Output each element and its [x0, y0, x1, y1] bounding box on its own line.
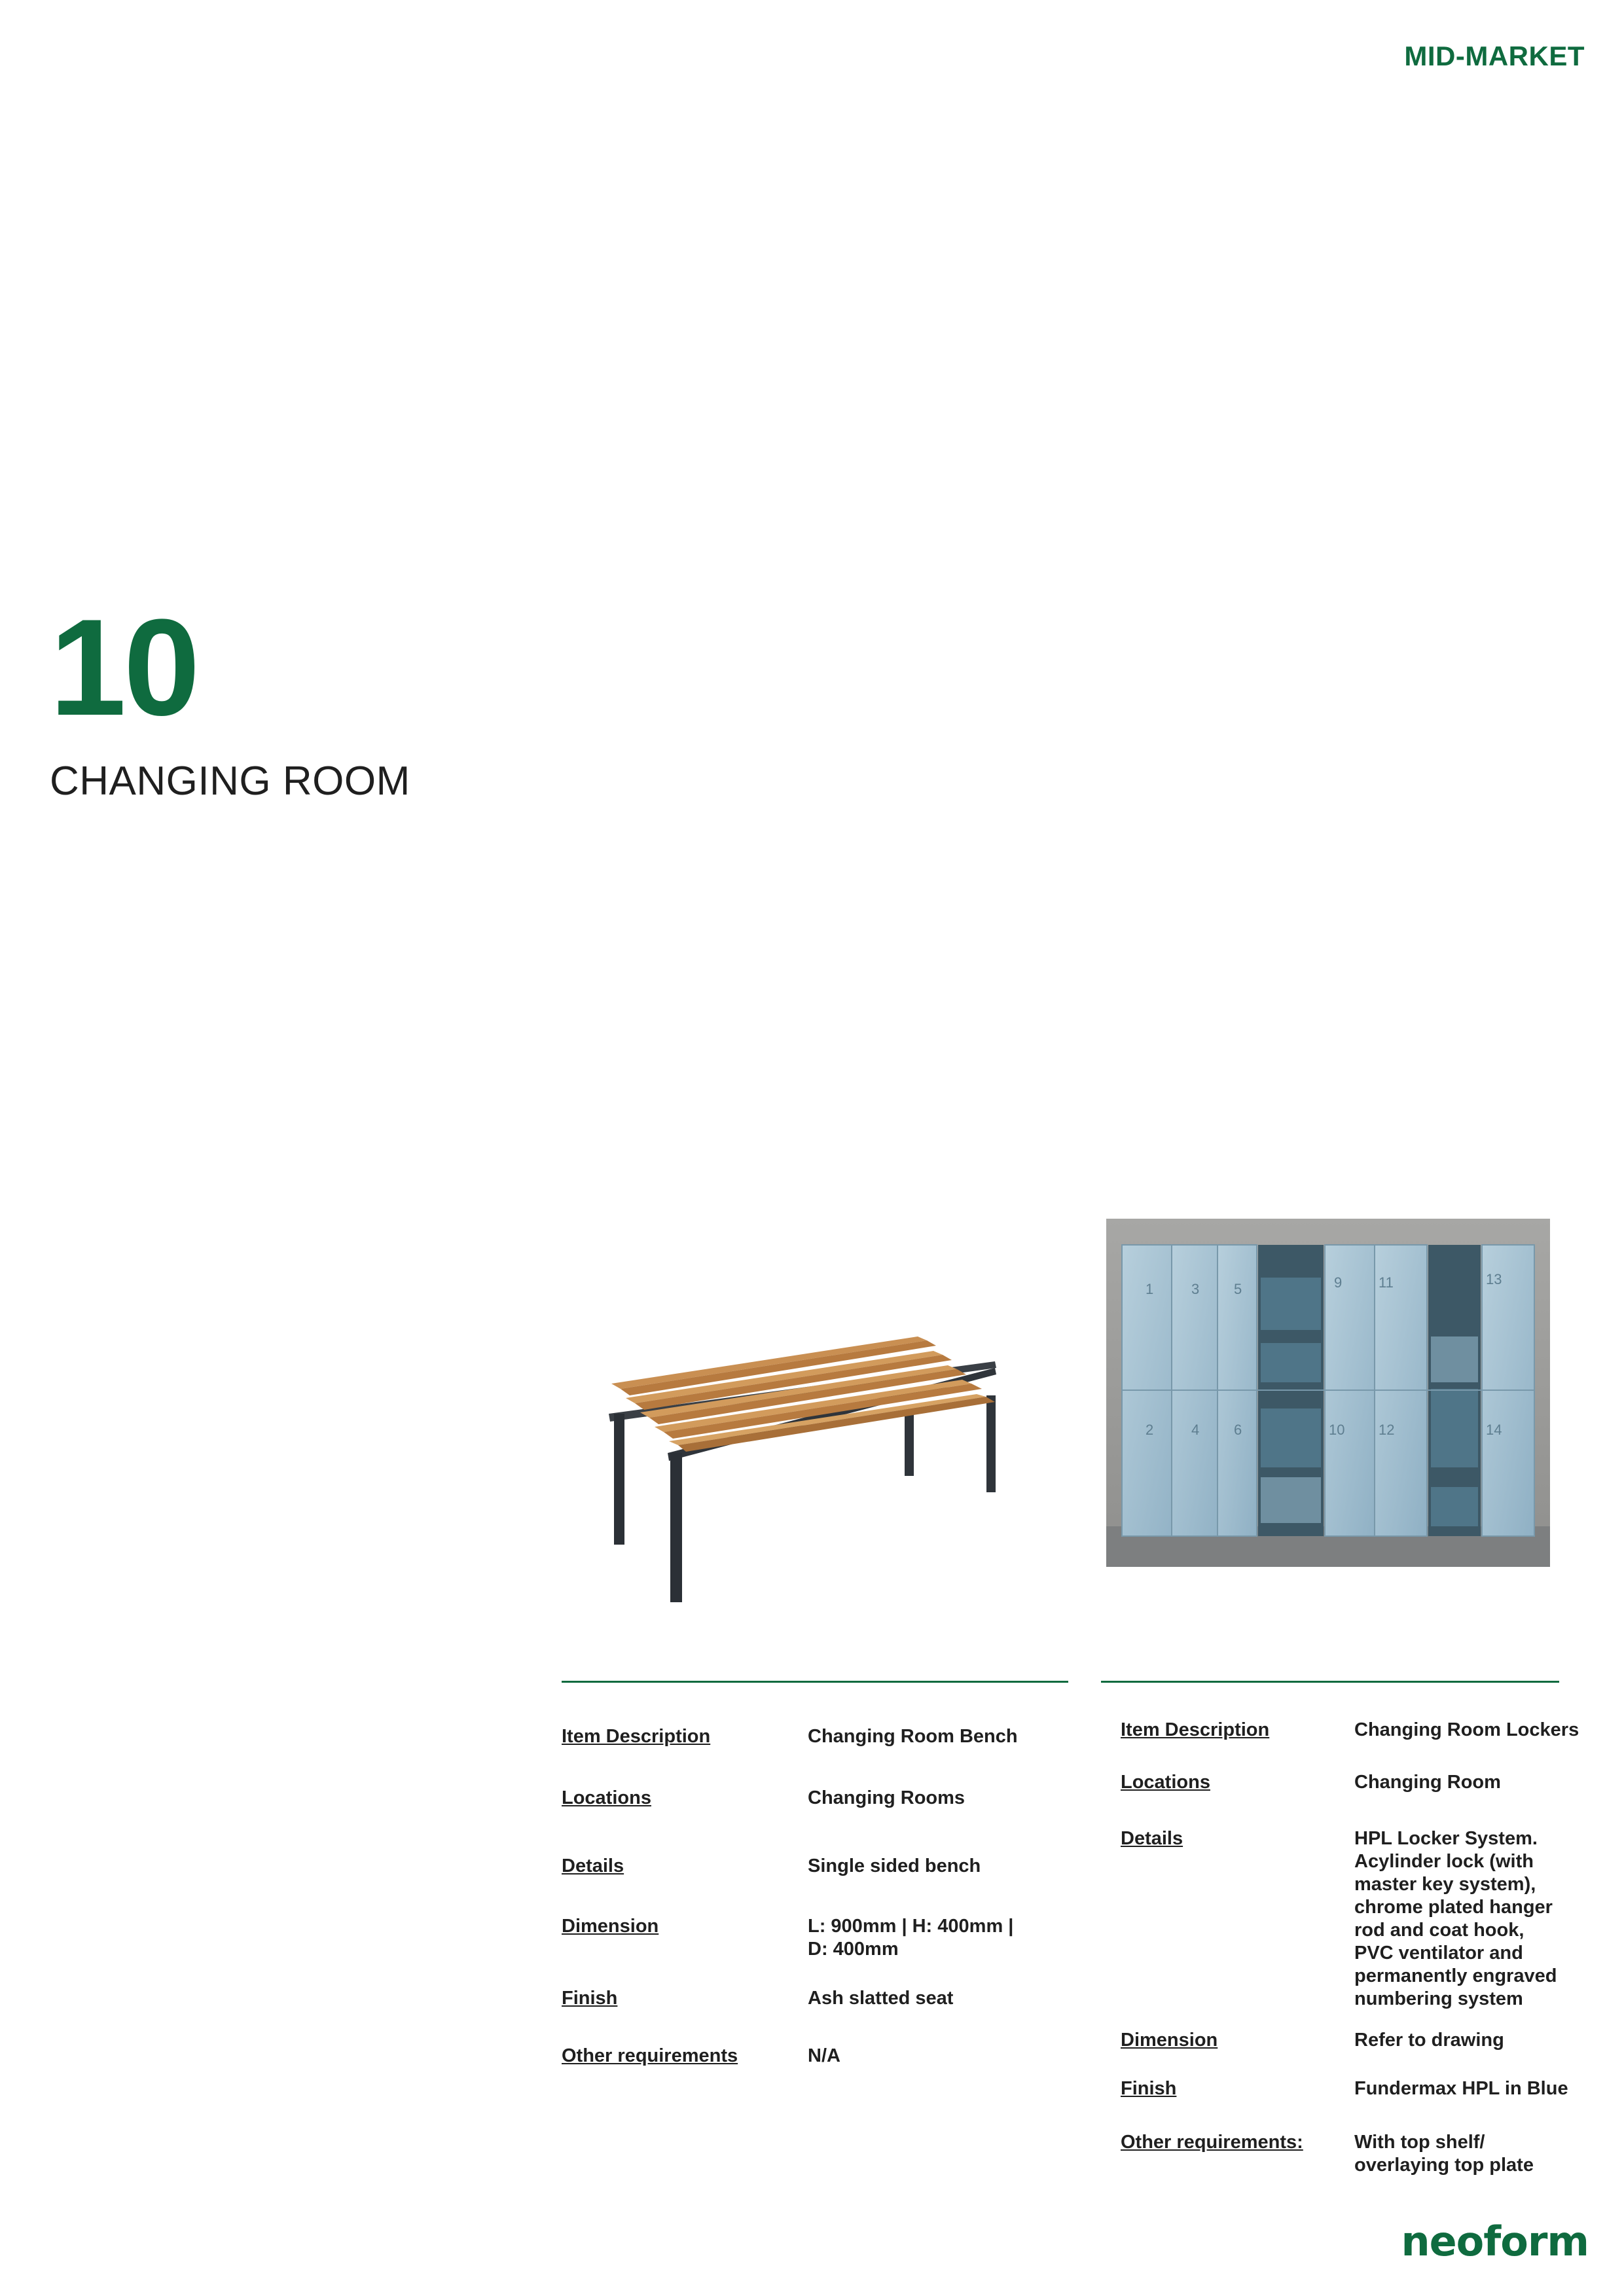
- lockers-label-item-description: Item Description: [1121, 1719, 1270, 1740]
- bench-label-details: Details: [562, 1856, 624, 1876]
- lockers-label-dimension: Dimension: [1121, 2030, 1218, 2051]
- bench-value-dimension: L: 900mm | H: 400mm | D: 400mm: [808, 1916, 1014, 1960]
- section-title: CHANGING ROOM: [50, 759, 410, 804]
- lockers-divider: [1101, 1681, 1559, 1683]
- bench-label-locations: Locations: [562, 1787, 651, 1808]
- bench-label-item-description: Item Description: [562, 1726, 711, 1747]
- market-tier-tag: MID-MARKET: [1404, 41, 1585, 71]
- lockers-value-details: HPL Locker System. Acylinder lock (with master key system), chrome plated hanger rod and coat hook, PVC ventilator and permanently engraved numbering system: [1354, 1828, 1557, 2009]
- lockers-value-other-requirements: With top shelf/ overlaying top plate: [1354, 2132, 1534, 2176]
- svg-text:14: 14: [1486, 1422, 1502, 1438]
- bench-label-dimension: Dimension: [562, 1916, 659, 1937]
- svg-text:2: 2: [1146, 1422, 1154, 1438]
- svg-text:1: 1: [1146, 1281, 1154, 1297]
- bench-divider: [562, 1681, 1068, 1683]
- lockers-value-locations: Changing Room: [1354, 1772, 1501, 1793]
- lockers-illustration: [1106, 1219, 1550, 1567]
- lockers-photo: [1106, 1219, 1550, 1567]
- svg-text:12: 12: [1379, 1422, 1395, 1438]
- neoform-logo: neoform: [1401, 2217, 1589, 2265]
- lockers-label-locations: Locations: [1121, 1772, 1210, 1793]
- svg-text:3: 3: [1191, 1281, 1200, 1297]
- bench-value-details: Single sided bench: [808, 1856, 981, 1876]
- bench-illustration: [602, 1316, 1008, 1617]
- bench-value-other-requirements: N/A: [808, 2045, 840, 2066]
- bench-label-finish: Finish: [562, 1988, 618, 2009]
- lockers-value-finish: Fundermax HPL in Blue: [1354, 2078, 1568, 2099]
- section-number: 10: [50, 590, 198, 744]
- lockers-value-item-description: Changing Room Lockers: [1354, 1719, 1579, 1740]
- svg-text:4: 4: [1191, 1422, 1200, 1438]
- svg-text:10: 10: [1329, 1422, 1345, 1438]
- bench-value-item-description: Changing Room Bench: [808, 1726, 1018, 1747]
- bench-label-other-requirements: Other requirements: [562, 2045, 738, 2066]
- bench-value-locations: Changing Rooms: [808, 1787, 965, 1808]
- bench-value-finish: Ash slatted seat: [808, 1988, 954, 2009]
- svg-text:9: 9: [1334, 1274, 1343, 1291]
- lockers-label-details: Details: [1121, 1828, 1183, 1849]
- svg-text:11: 11: [1379, 1274, 1394, 1291]
- lockers-value-dimension: Refer to drawing: [1354, 2030, 1504, 2051]
- svg-text:5: 5: [1234, 1281, 1242, 1297]
- svg-text:6: 6: [1234, 1422, 1242, 1438]
- bench-photo: [602, 1316, 1008, 1617]
- svg-text:13: 13: [1486, 1271, 1502, 1287]
- lockers-label-other-requirements: Other requirements:: [1121, 2132, 1303, 2153]
- lockers-label-finish: Finish: [1121, 2078, 1177, 2099]
